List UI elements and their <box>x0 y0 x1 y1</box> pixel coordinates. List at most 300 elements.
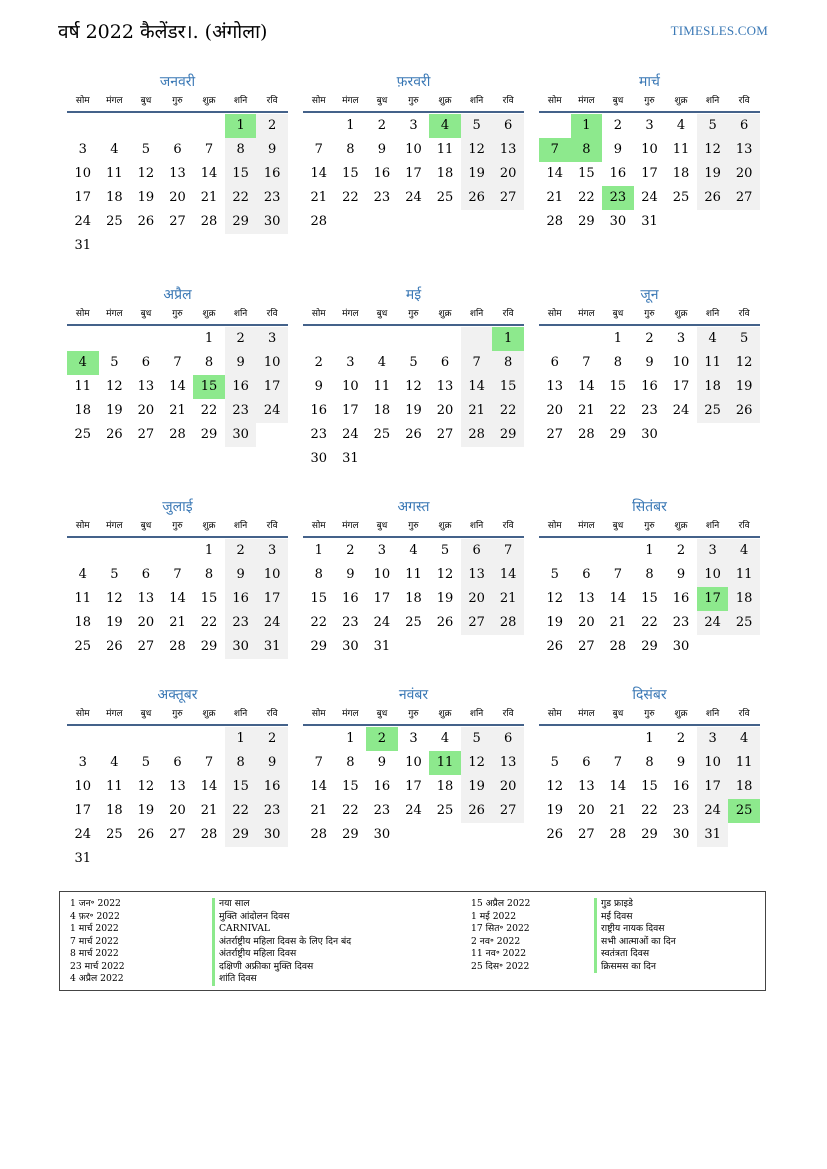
day-cell: 27 <box>546 427 564 442</box>
weekday-label: बुध <box>140 309 152 319</box>
day-cell: 23 <box>342 615 359 630</box>
day-cell: 27 <box>492 186 524 210</box>
day-cell: 21 <box>578 403 595 418</box>
day-cell: 10 <box>697 751 729 775</box>
day-cell: 3 <box>697 727 729 751</box>
day-cell: 6 <box>728 114 760 138</box>
day-cell: 10 <box>74 779 92 794</box>
day-cell: 7 <box>173 355 182 370</box>
day-cell: 21 <box>546 190 564 205</box>
day-cell: 21 <box>169 615 186 630</box>
day-cell: 4 <box>440 731 450 746</box>
holiday-date: 1 मई 2022 <box>471 910 517 922</box>
day-cell: 2 <box>346 543 355 558</box>
day-grid <box>67 539 288 659</box>
day-cell: 6 <box>582 755 591 770</box>
weekday-label: बुध <box>376 709 388 719</box>
weekday-label: शुक्र <box>674 521 688 531</box>
weekday-label: रवि <box>738 709 750 719</box>
day-cell: 15 <box>342 779 359 794</box>
weekday-header <box>303 94 524 113</box>
day-cell: 3 <box>346 355 355 370</box>
day-cell: 14 <box>169 379 186 394</box>
day-cell: 12 <box>461 751 493 775</box>
day-cell: 19 <box>697 162 729 186</box>
holiday-date: 8 मार्च 2022 <box>70 948 119 959</box>
holiday-name: मुक्ति आंदोलन दिवस <box>212 911 351 924</box>
day-cell: 28 <box>169 639 186 654</box>
month-name: मई <box>405 287 422 303</box>
holiday-date: 1 मार्च 2022 <box>70 923 119 934</box>
empty-cell <box>366 327 398 351</box>
day-cell: 27 <box>436 427 454 442</box>
day-cell: 14 <box>310 166 328 181</box>
day-cell: 22 <box>641 615 658 630</box>
day-cell: 5 <box>728 327 760 351</box>
empty-cell <box>539 539 571 563</box>
day-cell: 24 <box>641 190 658 205</box>
holiday-dates-left <box>70 898 125 986</box>
day-cell: 31 <box>74 851 92 866</box>
day-cell: 22 <box>641 803 658 818</box>
day-cell: 18 <box>672 166 690 181</box>
empty-cell <box>162 327 194 351</box>
page-title: वर्ष 2022 कैलेंडर।. (अंगोला) <box>58 21 268 43</box>
empty-cell <box>335 327 367 351</box>
day-cell: 23 <box>310 427 328 442</box>
day-cell: 31 <box>373 639 391 654</box>
day-cell: 9 <box>225 563 257 587</box>
day-cell: 29 <box>641 827 658 842</box>
day-cell: 7 <box>204 755 214 770</box>
day-cell: 19 <box>106 615 123 630</box>
weekday-label: सोम <box>311 96 326 106</box>
day-cell: 29 <box>310 639 328 654</box>
day-cell: 11 <box>436 142 454 157</box>
weekday-label: मंगल <box>578 309 595 319</box>
weekday-label: मंगल <box>578 96 595 106</box>
day-cell: 22 <box>578 190 595 205</box>
day-cell: 26 <box>546 639 564 654</box>
day-cell: 17 <box>405 166 422 181</box>
day-cell: 2 <box>256 114 288 138</box>
weekday-label: रवि <box>502 96 514 106</box>
day-cell: 28 <box>200 214 218 229</box>
weekday-label: शुक्र <box>438 309 452 319</box>
day-cell: 10 <box>405 755 422 770</box>
day-cell: 7 <box>314 755 323 770</box>
day-cell: 21 <box>200 190 218 205</box>
day-cell: 12 <box>728 351 760 375</box>
holiday-date: 4 फ़र॰ 2022 <box>70 910 120 922</box>
day-cell: 29 <box>578 214 595 229</box>
weekday-label: गुरु <box>172 709 183 719</box>
month-6 <box>539 285 760 447</box>
day-cell: 19 <box>106 403 123 418</box>
day-cell: 8 <box>346 755 355 770</box>
holiday-date: 1 जन॰ 2022 <box>70 898 121 909</box>
month-name: जून <box>640 287 659 303</box>
day-cell: 22 <box>342 190 359 205</box>
day-cell: 17 <box>342 403 359 418</box>
month-name: दिसंबर <box>632 687 667 703</box>
day-cell: 3 <box>256 327 288 351</box>
empty-cell <box>303 327 335 351</box>
weekday-label: मंगल <box>106 709 123 719</box>
day-cell: 8 <box>204 355 214 370</box>
weekday-label: मंगल <box>342 96 359 106</box>
empty-cell <box>539 114 571 138</box>
empty-cell <box>162 539 194 563</box>
day-cell: 2 <box>314 355 323 370</box>
day-cell: 14 <box>310 779 328 794</box>
holiday-name: CARNIVAL <box>212 923 351 936</box>
holiday-name: राष्ट्रीय नायक दिवस <box>594 923 676 936</box>
day-cell: 12 <box>546 779 564 794</box>
day-cell: 5 <box>409 355 418 370</box>
weekday-label: शनि <box>705 96 720 106</box>
day-cell: 28 <box>578 427 595 442</box>
holiday-date: 11 नव॰ 2022 <box>471 948 527 959</box>
day-cell: 11 <box>74 591 92 606</box>
holiday-date: 7 मार्च 2022 <box>70 935 119 947</box>
empty-cell <box>571 727 603 751</box>
day-cell: 13 <box>578 591 595 606</box>
day-cell: 17 <box>74 803 92 818</box>
weekday-label: बुध <box>612 521 624 531</box>
day-cell: 27 <box>578 639 595 654</box>
day-cell: 16 <box>609 166 627 181</box>
holiday-name: नया साल <box>212 898 351 911</box>
day-cell: 25 <box>373 427 391 442</box>
day-cell: 24 <box>373 615 391 630</box>
day-cell: 11 <box>373 379 391 394</box>
day-cell: 22 <box>200 615 218 630</box>
day-cell: 13 <box>169 779 186 794</box>
day-cell: 29 <box>200 427 218 442</box>
month-name: सितंबर <box>632 499 667 515</box>
weekday-label: गुरु <box>408 709 419 719</box>
holiday-dates-right <box>471 898 530 973</box>
day-cell: 6 <box>440 355 450 370</box>
weekday-label: सोम <box>311 709 326 719</box>
month-5 <box>303 285 524 471</box>
day-cell: 10 <box>373 567 391 582</box>
day-cell: 12 <box>546 591 564 606</box>
day-cell: 24 <box>256 611 288 635</box>
day-cell: 3 <box>409 118 418 133</box>
day-cell: 7 <box>204 142 214 157</box>
day-cell: 4 <box>110 755 119 770</box>
day-cell: 29 <box>225 823 257 847</box>
holiday-day-cell: 1 <box>571 114 603 138</box>
empty-cell <box>162 114 194 138</box>
day-cell: 7 <box>461 351 493 375</box>
day-cell: 30 <box>373 827 391 842</box>
weekday-label: गुरु <box>644 709 655 719</box>
day-cell: 23 <box>373 803 391 818</box>
day-cell: 31 <box>74 238 92 253</box>
day-cell: 15 <box>225 162 257 186</box>
day-cell: 31 <box>641 214 658 229</box>
day-cell: 30 <box>342 639 359 654</box>
day-cell: 22 <box>310 615 328 630</box>
weekday-label: रवि <box>502 709 514 719</box>
weekday-header <box>303 519 524 538</box>
weekday-label: शनि <box>469 96 484 106</box>
day-cell: 31 <box>256 635 288 659</box>
weekday-header <box>539 94 760 113</box>
day-cell: 24 <box>74 214 92 229</box>
day-cell: 16 <box>256 162 288 186</box>
day-cell: 16 <box>672 779 690 794</box>
weekday-header <box>539 707 760 726</box>
weekday-label: शनि <box>233 709 248 719</box>
day-cell: 23 <box>256 186 288 210</box>
day-cell: 29 <box>342 827 359 842</box>
day-cell: 21 <box>310 190 328 205</box>
day-cell: 25 <box>672 190 690 205</box>
day-cell: 16 <box>342 591 359 606</box>
empty-cell <box>67 114 99 138</box>
day-cell: 19 <box>728 375 760 399</box>
day-cell: 9 <box>676 567 686 582</box>
month-name: अप्रैल <box>163 287 192 303</box>
weekday-label: रवि <box>502 521 514 531</box>
holiday-names-left <box>212 898 351 986</box>
day-cell: 24 <box>405 190 422 205</box>
holiday-day-cell: 8 <box>571 138 603 162</box>
weekday-label: गुरु <box>172 521 183 531</box>
day-cell: 29 <box>492 423 524 447</box>
day-cell: 5 <box>141 755 151 770</box>
day-cell: 23 <box>672 803 690 818</box>
holiday-day-cell: 7 <box>539 138 571 162</box>
day-cell: 9 <box>225 351 257 375</box>
weekday-label: शनि <box>469 709 484 719</box>
weekday-label: शुक्र <box>202 521 216 531</box>
day-cell: 1 <box>645 731 654 746</box>
day-cell: 4 <box>78 567 87 582</box>
day-cell: 8 <box>645 755 654 770</box>
day-cell: 16 <box>373 166 391 181</box>
weekday-label: रवि <box>738 521 750 531</box>
day-cell: 16 <box>225 587 257 611</box>
day-cell: 9 <box>645 355 654 370</box>
day-cell: 4 <box>697 327 729 351</box>
day-cell: 21 <box>200 803 218 818</box>
day-cell: 9 <box>613 142 623 157</box>
day-cell: 2 <box>256 727 288 751</box>
day-cell: 25 <box>106 214 123 229</box>
day-cell: 22 <box>492 399 524 423</box>
holiday-day-cell: 4 <box>67 351 99 375</box>
brand-link[interactable]: TIMESLES.COM <box>670 23 768 38</box>
empty-cell <box>67 327 99 351</box>
holiday-name: सभी आत्माओं का दिन <box>594 936 676 949</box>
day-cell: 13 <box>137 379 155 394</box>
day-cell: 21 <box>310 803 328 818</box>
day-cell: 22 <box>342 803 359 818</box>
day-cell: 13 <box>578 779 595 794</box>
day-cell: 17 <box>373 591 391 606</box>
weekday-label: रवि <box>266 96 278 106</box>
month-11 <box>303 685 524 847</box>
day-cell: 20 <box>461 587 493 611</box>
day-cell: 26 <box>697 186 729 210</box>
empty-cell <box>571 539 603 563</box>
empty-cell <box>130 539 162 563</box>
day-grid <box>539 114 760 234</box>
day-cell: 3 <box>78 142 87 157</box>
day-cell: 2 <box>676 731 686 746</box>
day-cell: 21 <box>461 399 493 423</box>
month-10 <box>67 685 288 871</box>
day-cell: 11 <box>405 567 422 582</box>
day-cell: 20 <box>169 803 186 818</box>
day-cell: 16 <box>310 403 328 418</box>
empty-cell <box>193 114 225 138</box>
day-cell: 6 <box>461 539 493 563</box>
day-cell: 14 <box>461 375 493 399</box>
day-cell: 24 <box>74 827 92 842</box>
day-grid <box>67 327 288 447</box>
day-cell: 6 <box>582 567 591 582</box>
day-cell: 27 <box>728 186 760 210</box>
day-cell: 24 <box>697 611 729 635</box>
day-cell: 28 <box>609 639 627 654</box>
weekday-label: बुध <box>140 709 152 719</box>
day-cell: 17 <box>672 379 690 394</box>
day-cell: 26 <box>405 427 422 442</box>
empty-cell <box>162 727 194 751</box>
weekday-label: गुरु <box>408 521 419 531</box>
day-cell: 14 <box>609 591 627 606</box>
day-cell: 3 <box>697 539 729 563</box>
day-cell: 22 <box>200 403 218 418</box>
day-cell: 1 <box>204 543 214 558</box>
weekday-label: सोम <box>547 709 562 719</box>
holiday-date: 15 अप्रैल 2022 <box>471 898 531 909</box>
day-cell: 19 <box>546 803 564 818</box>
day-cell: 13 <box>137 591 155 606</box>
day-cell: 27 <box>578 827 595 842</box>
weekday-label: बुध <box>140 96 152 106</box>
weekday-label: मंगल <box>106 521 123 531</box>
day-cell: 20 <box>728 162 760 186</box>
day-cell: 17 <box>697 775 729 799</box>
empty-cell <box>99 327 131 351</box>
day-cell: 26 <box>461 799 493 823</box>
day-cell: 15 <box>641 591 658 606</box>
day-cell: 18 <box>405 591 422 606</box>
weekday-label: मंगल <box>578 521 595 531</box>
day-cell: 30 <box>672 827 690 842</box>
day-cell: 5 <box>110 355 119 370</box>
weekday-label: रवि <box>266 709 278 719</box>
day-cell: 30 <box>310 451 328 466</box>
empty-cell <box>67 539 99 563</box>
weekday-label: शुक्र <box>438 709 452 719</box>
weekday-label: गुरु <box>644 521 655 531</box>
day-cell: 15 <box>578 166 595 181</box>
day-cell: 5 <box>550 567 559 582</box>
holiday-day-cell: 25 <box>728 799 760 823</box>
weekday-label: बुध <box>612 309 624 319</box>
holiday-names-right <box>594 898 676 973</box>
weekday-label: शनि <box>233 309 248 319</box>
weekday-label: गुरु <box>408 309 419 319</box>
holiday-name: क्रिसमस का दिन <box>594 961 676 974</box>
weekday-label: शनि <box>705 309 720 319</box>
day-cell: 20 <box>578 803 595 818</box>
day-cell: 10 <box>256 351 288 375</box>
day-cell: 15 <box>342 166 359 181</box>
day-grid <box>303 327 524 471</box>
day-cell: 3 <box>409 731 418 746</box>
day-cell: 27 <box>169 214 186 229</box>
day-cell: 15 <box>492 375 524 399</box>
day-cell: 25 <box>106 827 123 842</box>
day-cell: 16 <box>373 779 391 794</box>
day-cell: 21 <box>492 587 524 611</box>
day-cell: 26 <box>137 827 155 842</box>
day-cell: 6 <box>173 142 182 157</box>
weekday-label: सोम <box>311 309 326 319</box>
day-cell: 18 <box>728 587 760 611</box>
day-cell: 30 <box>672 639 690 654</box>
day-cell: 27 <box>461 611 493 635</box>
day-cell: 21 <box>609 803 627 818</box>
weekday-header <box>67 707 288 726</box>
day-cell: 18 <box>436 779 454 794</box>
day-cell: 10 <box>641 142 658 157</box>
empty-cell <box>398 327 430 351</box>
day-cell: 15 <box>225 775 257 799</box>
day-cell: 24 <box>405 803 422 818</box>
day-cell: 6 <box>141 355 151 370</box>
day-cell: 2 <box>225 327 257 351</box>
weekday-label: सोम <box>311 521 326 531</box>
empty-cell <box>67 727 99 751</box>
day-cell: 26 <box>106 639 123 654</box>
holiday-name: गुड फ्राइडे <box>594 898 676 911</box>
weekday-label: गुरु <box>644 309 655 319</box>
weekday-label: सोम <box>75 709 90 719</box>
weekday-label: बुध <box>140 521 152 531</box>
day-cell: 14 <box>609 779 627 794</box>
day-cell: 11 <box>74 379 92 394</box>
day-cell: 26 <box>436 615 454 630</box>
weekday-label: शुक्र <box>202 309 216 319</box>
day-cell: 15 <box>641 779 658 794</box>
day-cell: 13 <box>492 138 524 162</box>
weekday-label: शुक्र <box>438 96 452 106</box>
day-cell: 13 <box>492 751 524 775</box>
day-cell: 7 <box>582 355 591 370</box>
holiday-date: 23 मार्च 2022 <box>70 960 125 972</box>
day-cell: 26 <box>137 214 155 229</box>
month-name: मार्च <box>639 74 660 90</box>
day-grid <box>303 727 524 847</box>
day-cell: 12 <box>106 591 123 606</box>
weekday-label: शनि <box>705 709 720 719</box>
day-cell: 14 <box>492 563 524 587</box>
day-cell: 6 <box>173 755 182 770</box>
day-cell: 19 <box>405 403 422 418</box>
weekday-label: सोम <box>547 309 562 319</box>
day-cell: 13 <box>546 379 564 394</box>
